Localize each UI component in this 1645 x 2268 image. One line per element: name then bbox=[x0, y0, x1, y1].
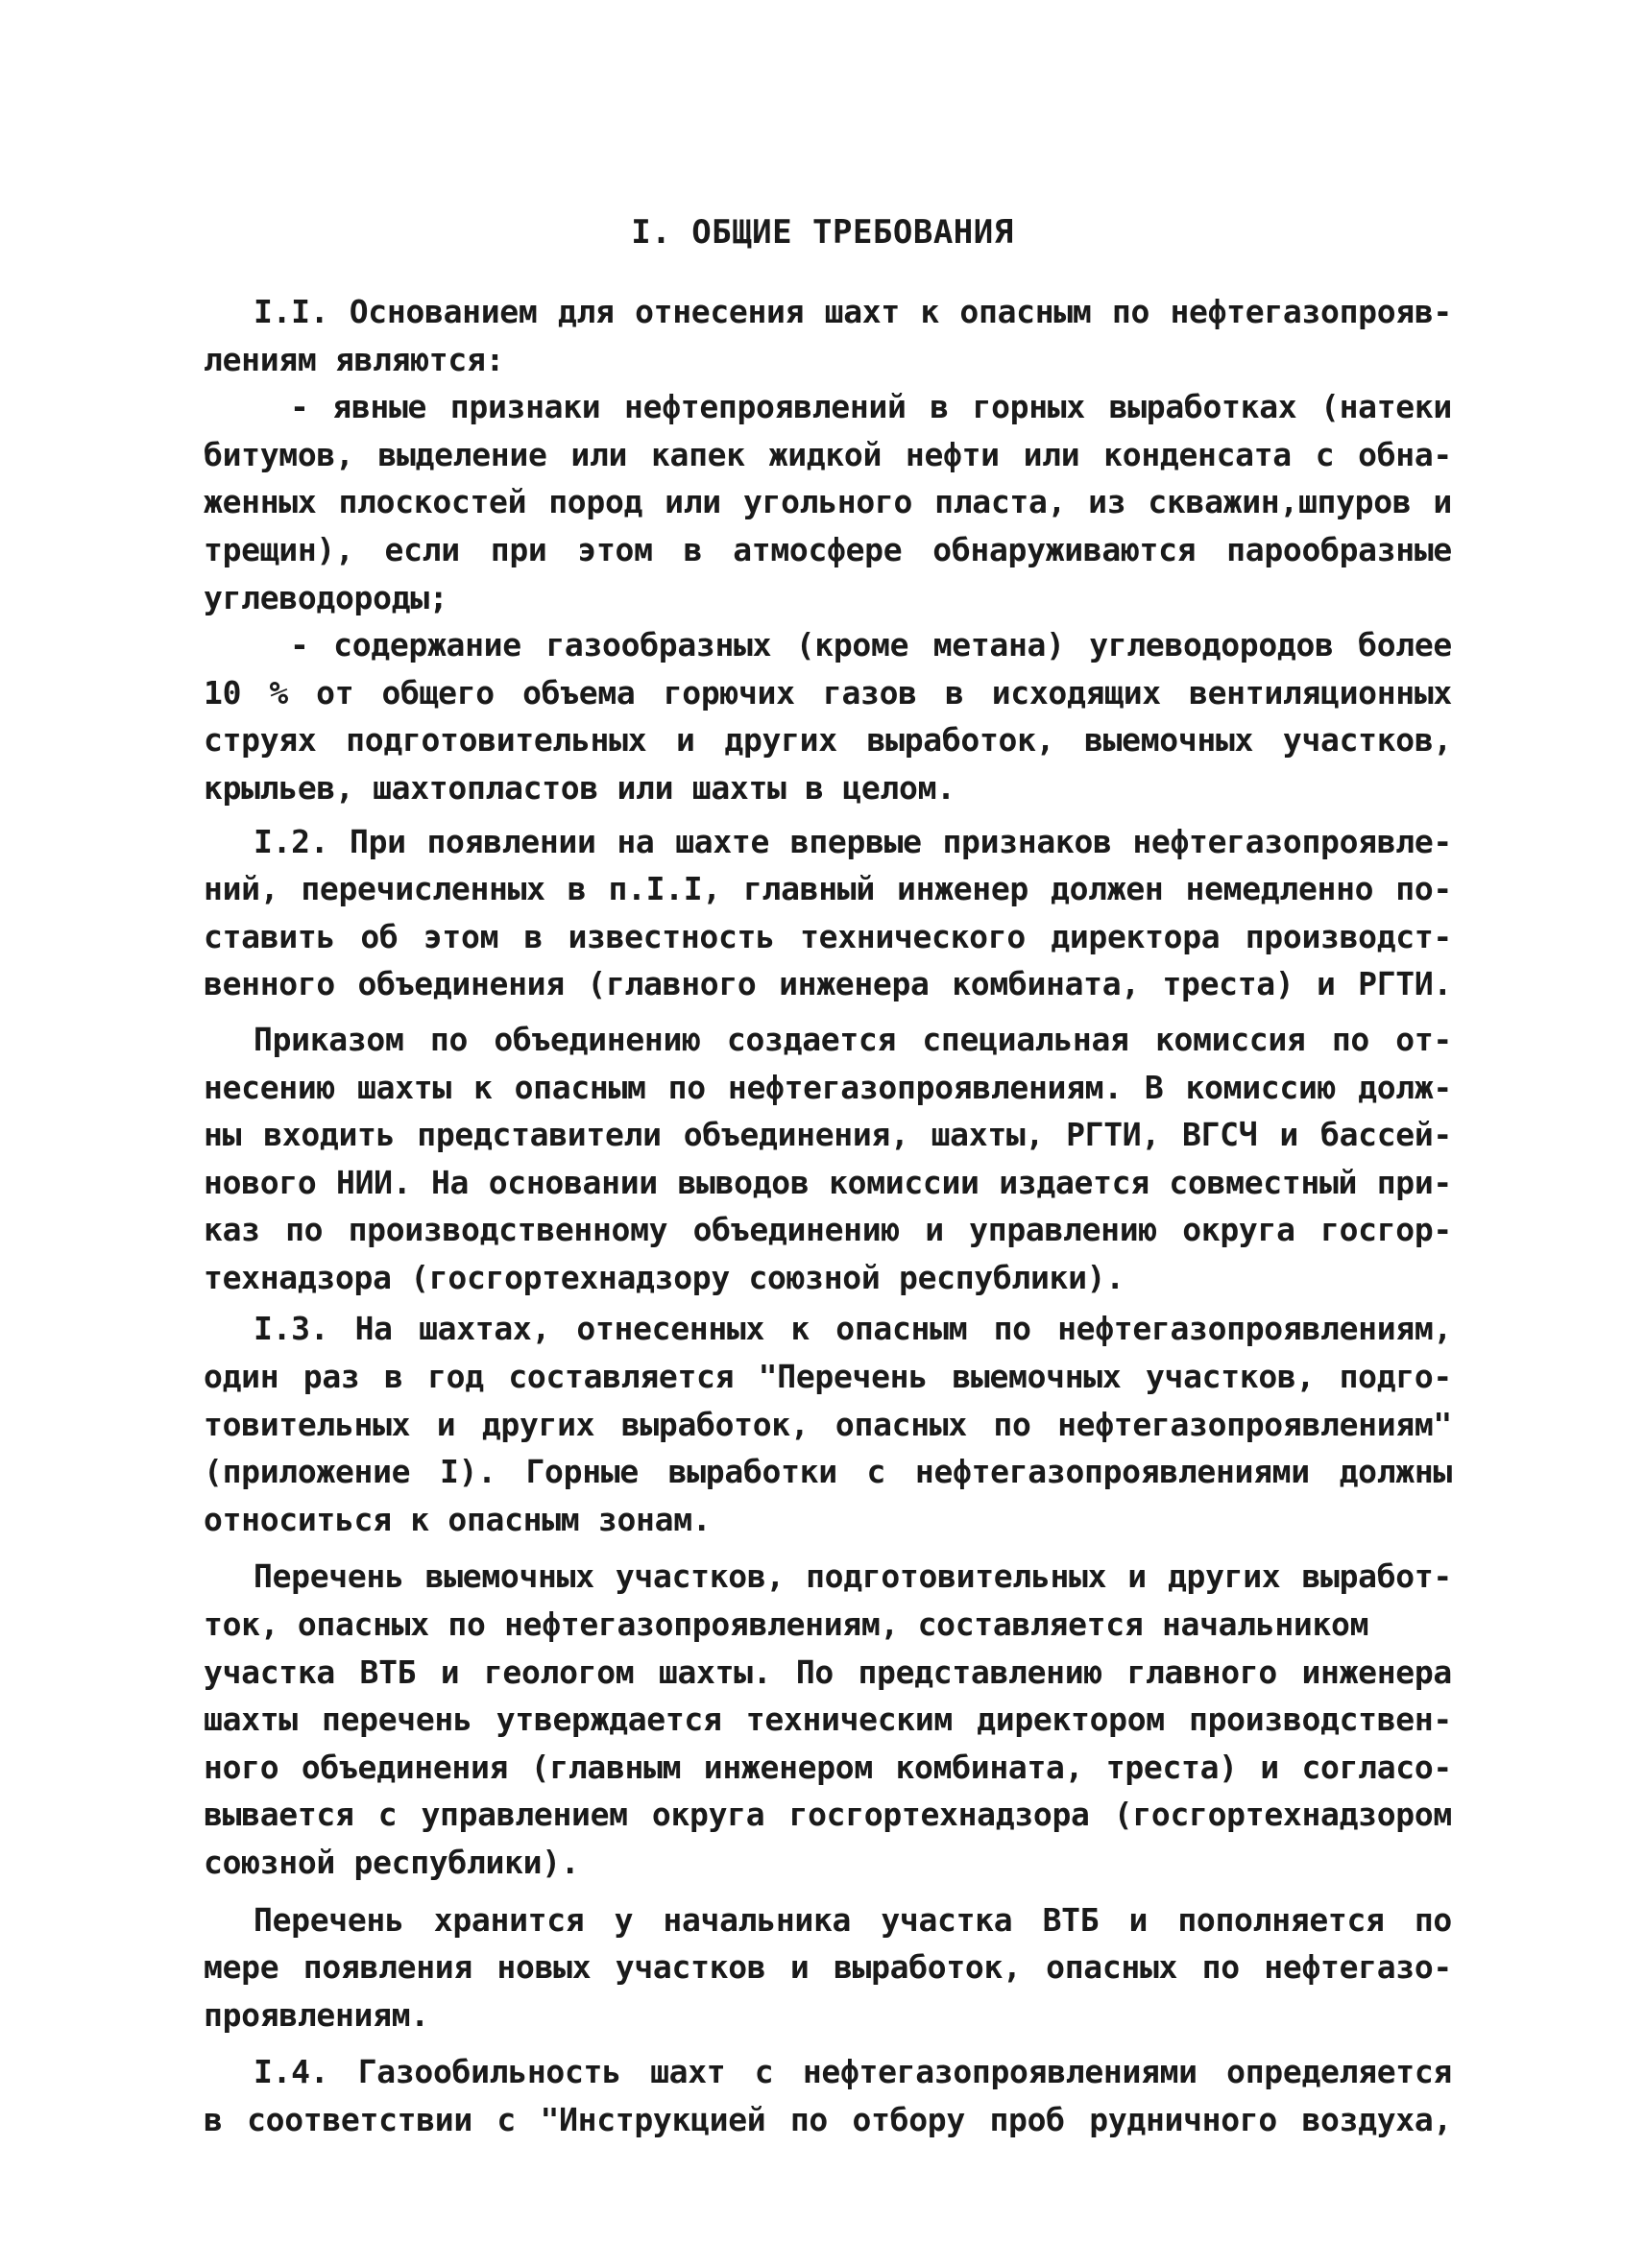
text-line: женных плоскостей пород или угольного пласта, из скважин,шпуров и bbox=[204, 483, 1452, 521]
text-line: венного объединения (главного инженера комбината, треста) и РГТИ. bbox=[204, 965, 1452, 1003]
text-line: нового НИИ. На основании выводов комиссии издается совместный при- bbox=[204, 1163, 1452, 1201]
text-line: технадзора (госгортехнадзору союзной республики). bbox=[204, 1258, 1125, 1296]
text-line: Приказом по объединению создается специальная комиссия по от- bbox=[254, 1020, 1452, 1058]
text-line: - содержание газообразных (кроме метана) углеводородов более bbox=[290, 626, 1452, 664]
text-line: углеводороды; bbox=[204, 578, 448, 616]
text-line: крыльев, шахтопластов или шахты в целом. bbox=[204, 768, 956, 807]
text-line: 10 % от общего объема горючих газов в исходящих вентиляционных bbox=[204, 673, 1452, 712]
text-line: (приложение I). Горные выработки с нефтегазопроявлениями должны bbox=[204, 1453, 1452, 1491]
text-line: шахты перечень утверждается техническим директором производствен- bbox=[204, 1701, 1452, 1739]
text-line: - явные признаки нефтепроявлений в горных выработках (натеки bbox=[290, 388, 1452, 426]
section-heading: I. ОБЩИЕ ТРЕБОВАНИЯ bbox=[631, 213, 1014, 252]
text-line: струях подготовительных и других выработок, выемочных участков, bbox=[204, 721, 1452, 760]
text-line: Перечень хранится у начальника участка ВТБ и пополняется по bbox=[254, 1900, 1452, 1939]
text-line: трещин), если при этом в атмосфере обнаруживаются парообразные bbox=[204, 530, 1452, 568]
text-line: I.3. На шахтах, отнесенных к опасным по нефтегазопроявлениям, bbox=[254, 1310, 1452, 1348]
text-line: каз по производственному объединению и управлению округа госгор- bbox=[204, 1211, 1452, 1249]
text-line: вывается с управлением округа госгортехнадзора (госгортехнадзором bbox=[204, 1796, 1452, 1834]
text-line: ного объединения (главным инженером комбината, треста) и согласо- bbox=[204, 1748, 1452, 1786]
text-line: ставить об этом в известность технического директора производст- bbox=[204, 917, 1452, 955]
text-line: несению шахты к опасным по нефтегазопроявлениям. В комиссию долж- bbox=[204, 1068, 1452, 1106]
text-line: I.4. Газообильность шахт с нефтегазопроявлениями определяется bbox=[254, 2053, 1452, 2091]
text-line: лениям являются: bbox=[204, 340, 505, 378]
text-line: проявлениям. bbox=[204, 1995, 429, 2034]
text-line: ток, опасных по нефтегазопроявлениям, составляется начальником bbox=[204, 1605, 1369, 1644]
text-line: ний, перечисленных в п.I.I, главный инженер должен немедленно по- bbox=[204, 870, 1452, 908]
text-line: товительных и других выработок, опасных по нефтегазопроявлениям" bbox=[204, 1405, 1452, 1443]
text-line: ны входить представители объединения, шахты, РГТИ, ВГСЧ и бассей- bbox=[204, 1116, 1452, 1154]
text-line: Перечень выемочных участков, подготовительных и других выработ- bbox=[254, 1557, 1452, 1596]
text-line: союзной республики). bbox=[204, 1844, 580, 1881]
text-line: мере появления новых участков и выработок, опасных по нефтегазо- bbox=[204, 1948, 1452, 1987]
text-line: битумов, выделение или капек жидкой нефти или конденсата с обна- bbox=[204, 435, 1452, 473]
text-line: в соответствии с "Инструкцией по отбору проб рудничного воздуха, bbox=[204, 2100, 1452, 2138]
text-line: I.I. Основанием для отнесения шахт к опасным по нефтегазопрояв- bbox=[254, 293, 1452, 330]
text-line: участка ВТБ и геологом шахты. По представлению главного инженера bbox=[204, 1653, 1452, 1691]
text-line: относиться к опасным зонам. bbox=[204, 1500, 712, 1538]
document-body bbox=[204, 288, 1452, 2144]
text-line: I.2. При появлении на шахте впервые признаков нефтегазопроявле- bbox=[254, 822, 1452, 860]
text-line: один раз в год составляется "Перечень выемочных участков, подго- bbox=[204, 1358, 1452, 1396]
